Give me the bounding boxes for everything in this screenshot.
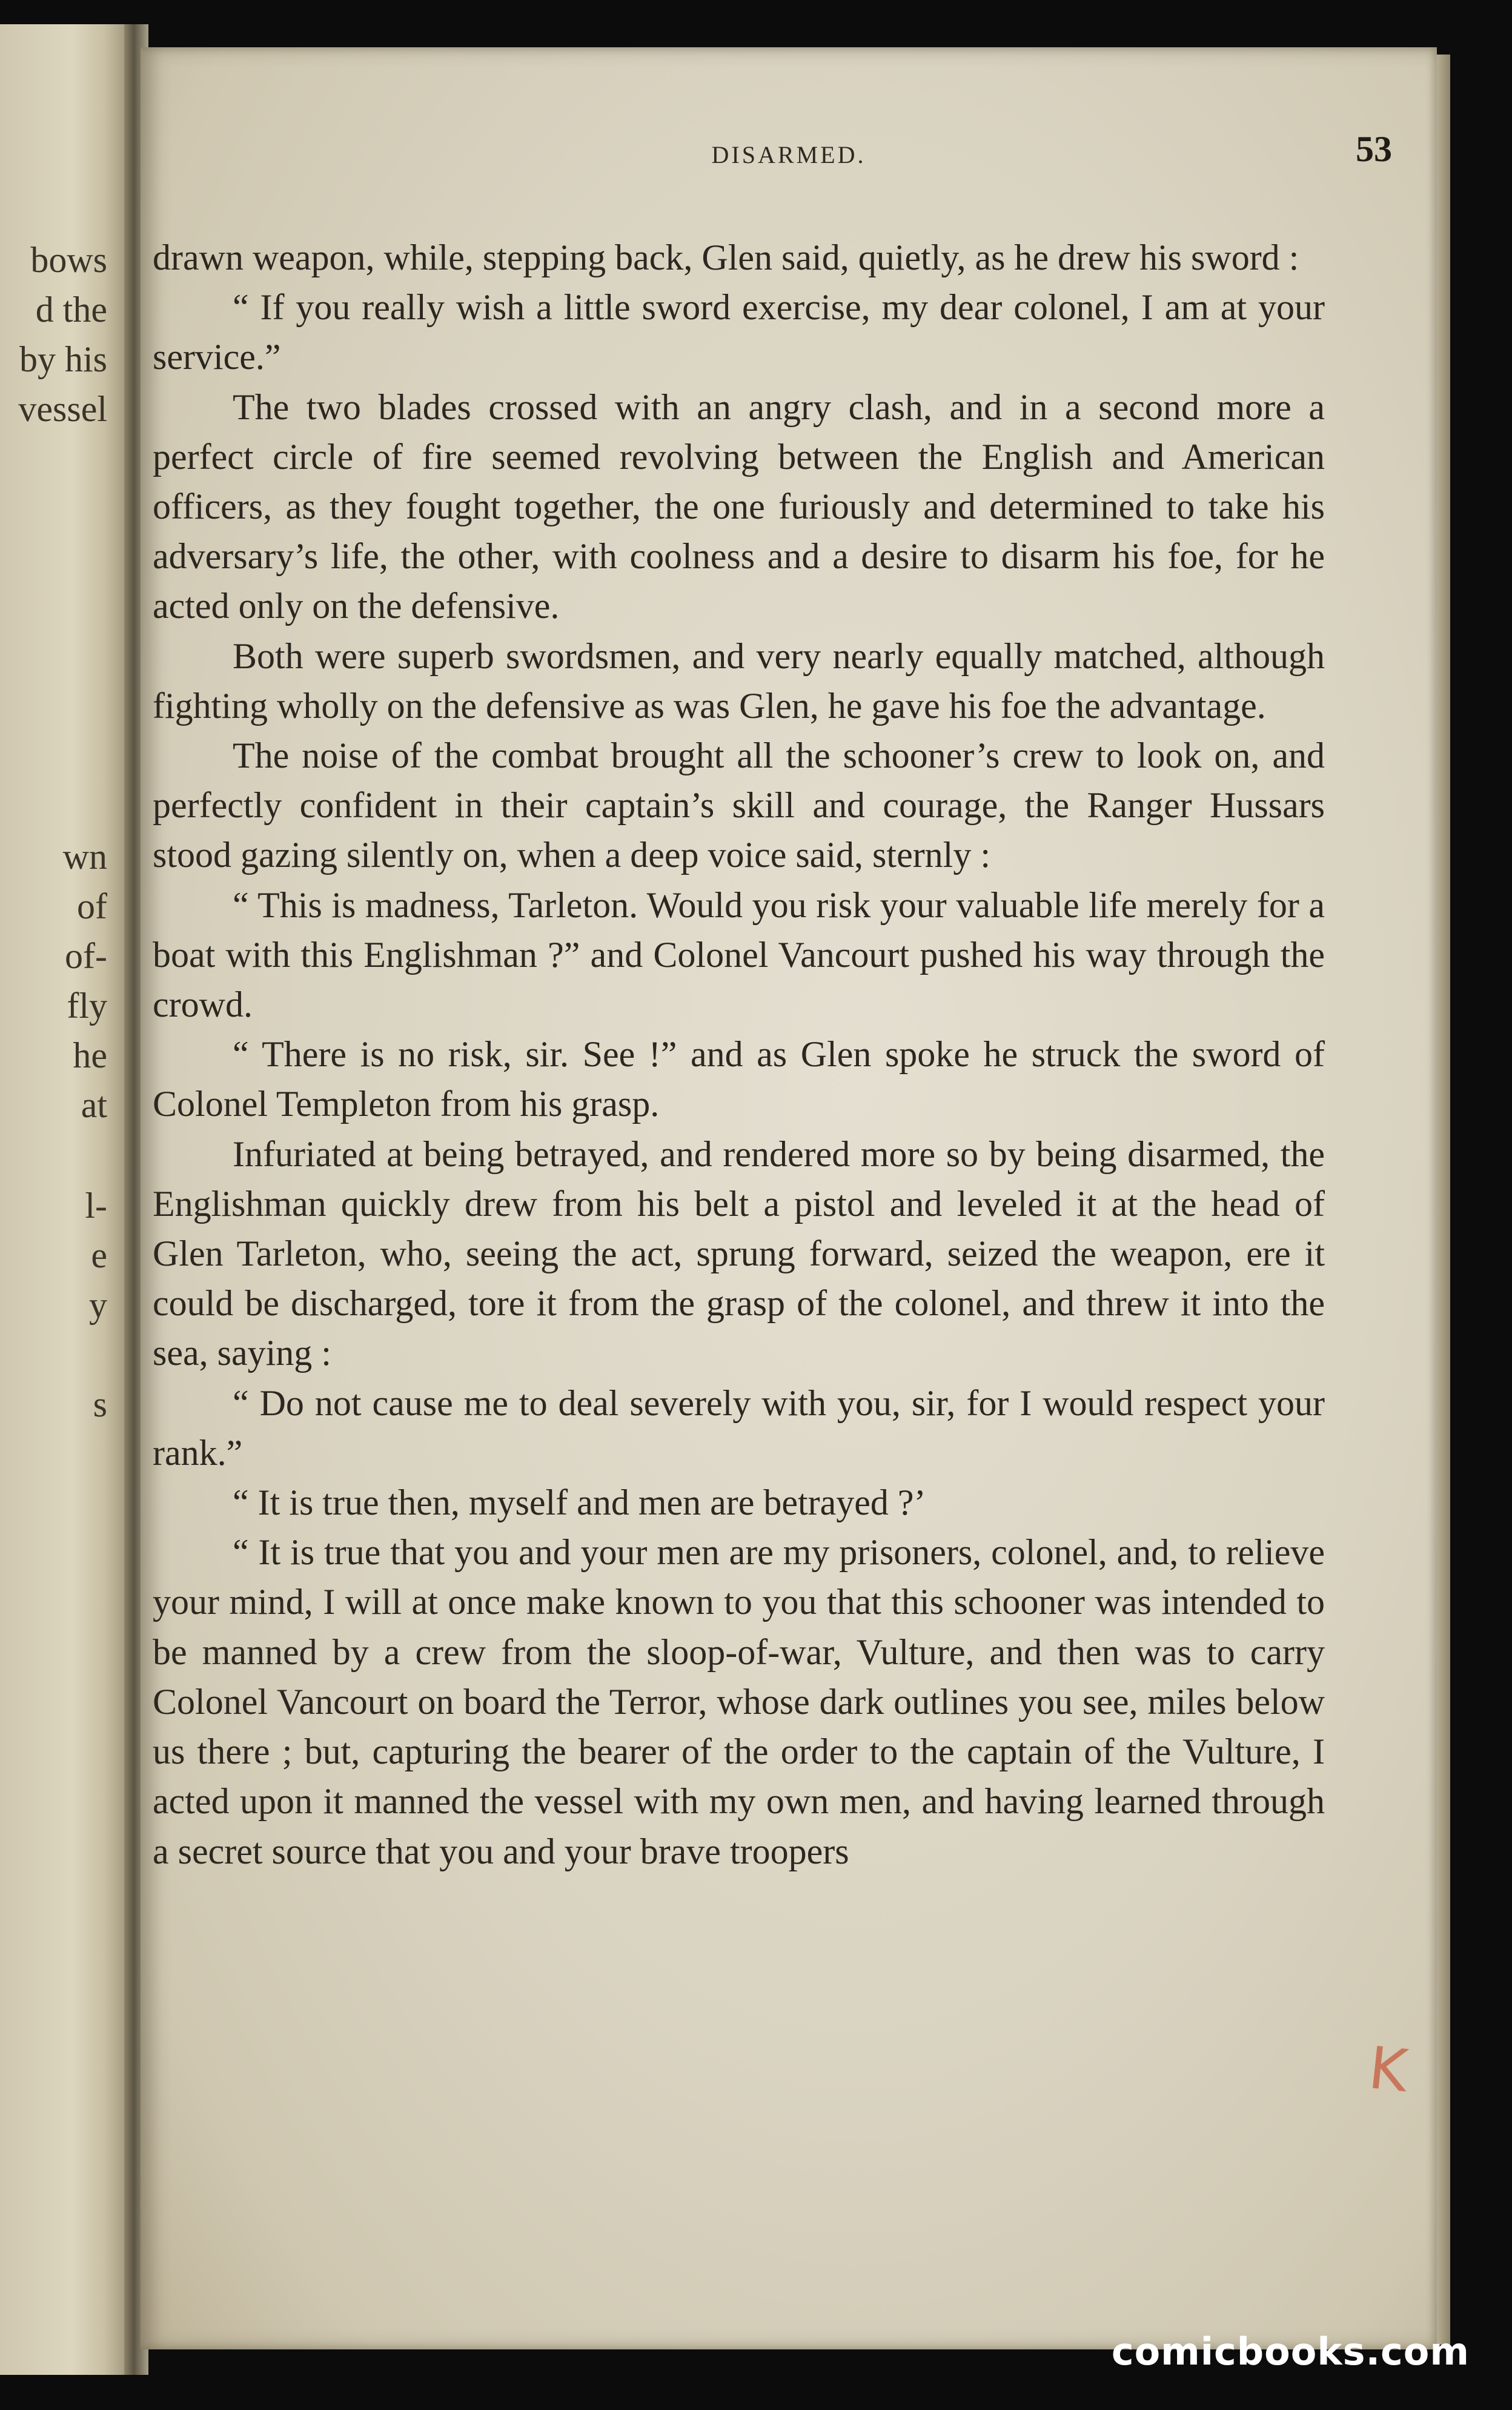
left-page-line: d the (35, 290, 107, 330)
handwritten-margin-mark: K (1365, 2034, 1411, 2105)
page-edge (1437, 55, 1450, 2345)
paragraph: “ If you really wish a little sword exercise, my dear colonel, I am at your service.” (153, 287, 1325, 377)
left-page-line: by his (19, 339, 107, 379)
paragraph: The noise of the combat brought all the schooner’s crew to look on, and perfectly confident in their captain’s skill and courage, the Ranger Hussars stood gazing silently on, when a deep voice said, sternly : (153, 735, 1325, 875)
left-page-line: l- (85, 1186, 107, 1226)
watermark: comicbooks.com (1111, 2329, 1470, 2374)
left-page-line: vessel (18, 389, 107, 429)
page-header (141, 91, 1437, 169)
paragraph: “ This is madness, Tarleton. Would you risk your valuable life merely for a boat with this Englishman ?” and Colonel Vancourt pushed his way through the crowd. (153, 885, 1325, 1025)
paragraph: The two blades crossed with an angry clash, and in a second more a perfect circle of fire seemed revolving between the English and American officers, as they fought together, the one furiously and determined to take his adversary’s life, the other, with coolness and a desire to disarm his foe, for he acted only on the defensive. (153, 387, 1325, 626)
left-page-line: s (93, 1384, 107, 1424)
left-page-line: y (89, 1285, 107, 1325)
paragraph: drawn weapon, while, stepping back, Glen said, quietly, as he drew his sword : (153, 237, 1299, 277)
paragraph: “ It is true that you and your men are my prisoners, colonel, and, to relieve your mind, I will at once make known to you that this schooner was intended to be manned by a crew from the sloop-of-war, Vulture, and then was to carry Colonel Vancourt on board the Terror, whose dark outlines you see, miles below us there ; but, capturing the bearer of the order to the captain of the Vulture, I acted upon it manned the vessel with my own men, and having learned through a secret source that you and your brave troopers (153, 1532, 1325, 1871)
paragraph: “ There is no risk, sir. See !” and as Glen spoke he struck the sword of Colonel Templeton from his grasp. (153, 1034, 1325, 1124)
left-page-line: at (81, 1085, 107, 1125)
left-page-line: of (77, 886, 107, 926)
facing-page-fragment (0, 24, 130, 2375)
paragraph: Infuriated at being betrayed, and rendered more so by being disarmed, the Englishman quickly drew from his belt a pistol and leveled it at the head of Glen Tarleton, who, seeing the act, sprung forward, seized the weapon, ere it could be discharged, tore it from the grasp of the colonel, and threw it into the sea, saying : (153, 1134, 1325, 1373)
left-page-line: bows (30, 240, 107, 280)
running-head: DISARMED. (711, 141, 866, 168)
left-page-line: of- (65, 936, 107, 976)
page-number: 53 (1356, 129, 1392, 169)
left-page-line: he (73, 1035, 107, 1075)
body-text (153, 233, 1325, 1876)
left-page-line: fly (67, 986, 107, 1026)
paragraph: “ It is true then, myself and men are betrayed ?’ (233, 1482, 926, 1523)
left-page-line: e (91, 1235, 107, 1275)
left-page-line: wn (62, 837, 107, 877)
paragraph: “ Do not cause me to deal severely with you, sir, for I would respect your rank.” (153, 1383, 1325, 1473)
paragraph: Both were superb swordsmen, and very nearly equally matched, although fighting wholly on the defensive as was Glen, he gave his foe the advantage. (153, 636, 1325, 726)
